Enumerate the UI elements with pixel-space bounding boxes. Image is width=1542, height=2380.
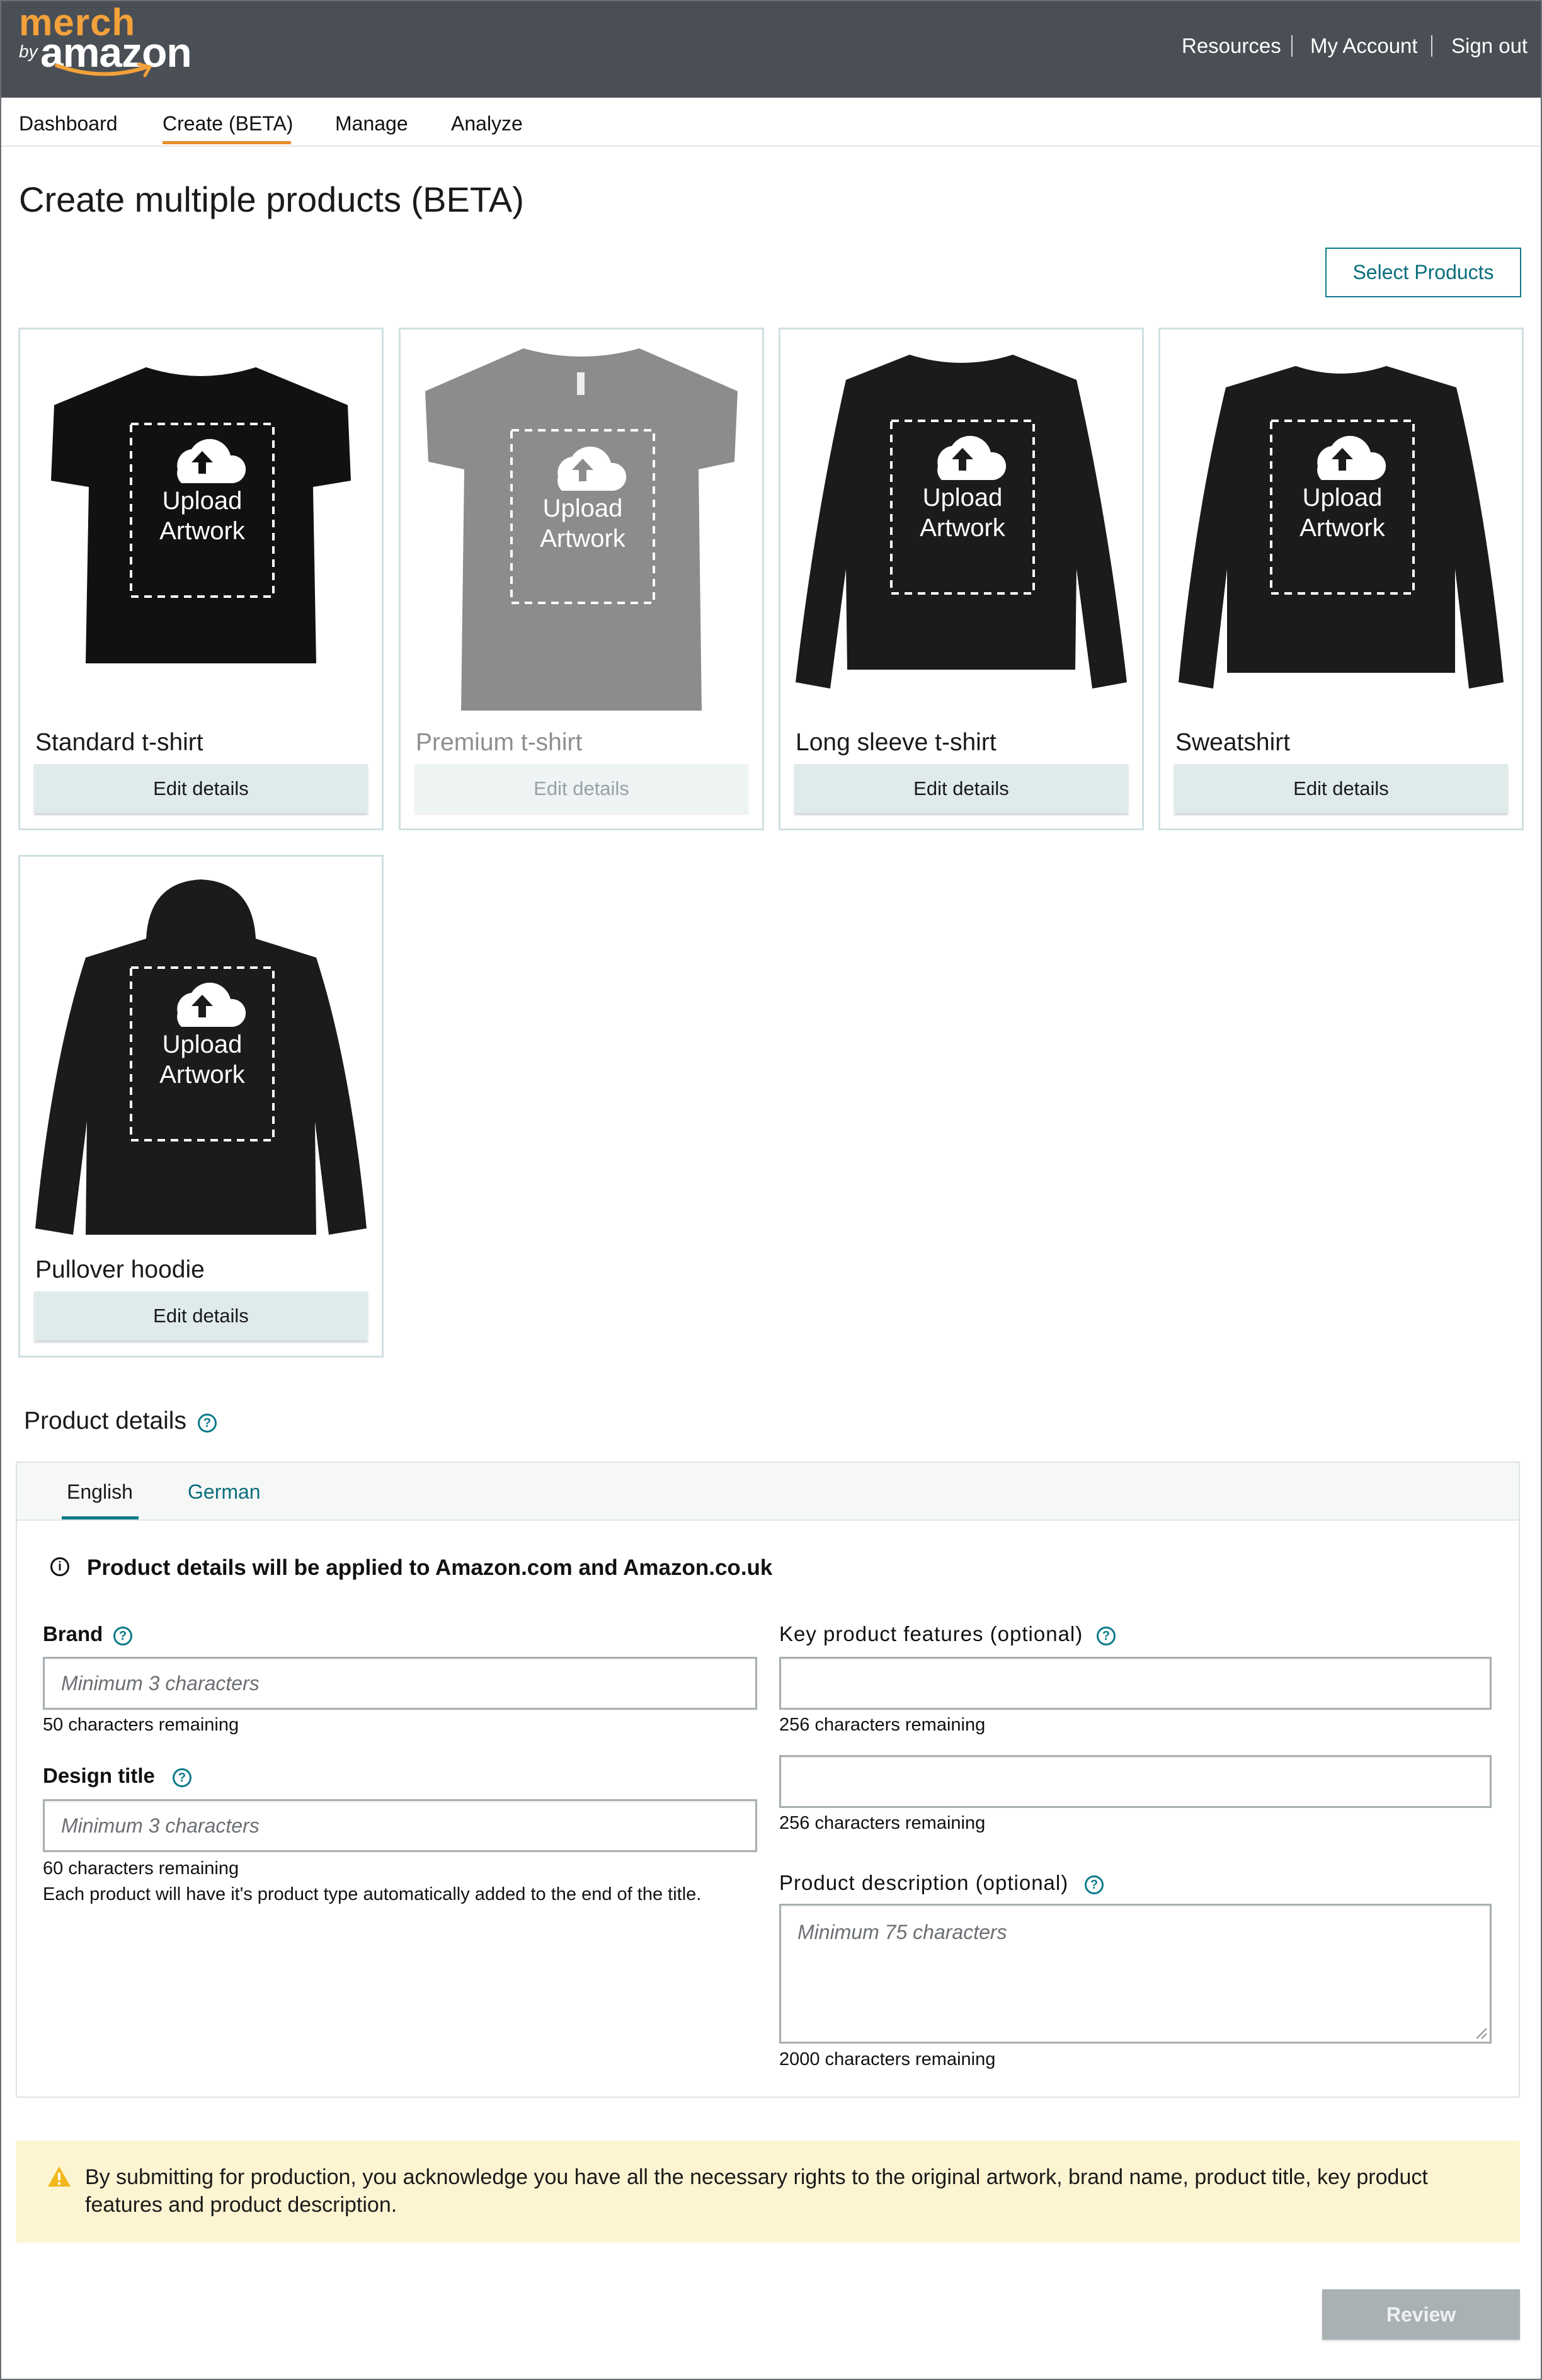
product-card-sweatshirt xyxy=(1158,328,1524,830)
help-icon[interactable]: ? xyxy=(173,1768,191,1787)
product-card-pullover-hoodie xyxy=(18,855,384,1358)
description-hint: 2000 characters remaining xyxy=(779,2049,996,2069)
sign-out-link[interactable]: Sign out xyxy=(1451,34,1528,57)
features-label: Key product features (optional) xyxy=(779,1622,1083,1645)
logo-merch: merch xyxy=(19,1,136,43)
sweatshirt-image xyxy=(1160,329,1522,733)
warning-text: By submitting for production, you acknowledge you have all the necessary rights to the original artwork, brand name, product title, key product features and product description. xyxy=(85,2165,1428,2217)
upload-text-2: Artwork xyxy=(159,1061,245,1089)
info-message: Product details will be applied to Amazon.com and Amazon.co.uk xyxy=(87,1555,773,1580)
brand-label: Brand xyxy=(43,1622,103,1645)
resources-link[interactable]: Resources xyxy=(1182,34,1281,57)
tag-icon xyxy=(577,372,585,395)
feature-1-hint: 256 characters remaining xyxy=(779,1715,986,1735)
my-account-link[interactable]: My Account xyxy=(1310,34,1418,57)
amazon-smile-icon xyxy=(53,62,154,78)
product-name: Premium t-shirt xyxy=(416,729,583,756)
header-separator xyxy=(1431,35,1432,57)
edit-details-button[interactable]: Edit details xyxy=(1174,764,1508,813)
nav-create[interactable]: Create (BETA) xyxy=(163,112,294,135)
product-card-premium-tshirt xyxy=(399,328,764,830)
design-title-note: Each product will have it's product type automatically added to the end of the title. xyxy=(43,1884,702,1904)
help-icon[interactable]: ? xyxy=(1085,1875,1104,1894)
info-icon: i xyxy=(50,1557,69,1576)
upload-text-1: Upload xyxy=(922,484,1003,512)
tab-german[interactable]: German xyxy=(188,1480,261,1503)
edit-details-button[interactable]: Edit details xyxy=(414,764,748,813)
feature-2-input[interactable] xyxy=(779,1755,1492,1808)
header-separator xyxy=(1291,35,1293,57)
product-name: Pullover hoodie xyxy=(35,1256,205,1283)
feature-2-hint: 256 characters remaining xyxy=(779,1813,986,1833)
product-name: Standard t-shirt xyxy=(35,729,203,756)
description-textarea[interactable]: Minimum 75 characters xyxy=(779,1904,1492,2044)
brand-hint: 50 characters remaining xyxy=(43,1715,239,1735)
product-details-heading: Product details xyxy=(24,1407,186,1434)
help-icon[interactable]: ? xyxy=(1097,1627,1116,1645)
edit-details-button[interactable]: Edit details xyxy=(794,764,1128,813)
feature-1-input[interactable] xyxy=(779,1657,1492,1710)
page-title: Create multiple products (BETA) xyxy=(19,180,524,219)
upload-text-2: Artwork xyxy=(540,525,625,552)
product-name: Long sleeve t-shirt xyxy=(796,729,997,756)
upload-text-1: Upload xyxy=(162,487,243,515)
nav-manage[interactable]: Manage xyxy=(335,112,408,135)
tab-english[interactable]: English xyxy=(67,1480,133,1503)
edit-details-button[interactable]: Edit details xyxy=(34,1291,368,1341)
nav-dashboard[interactable]: Dashboard xyxy=(19,112,118,135)
logo-amazon: amazon xyxy=(40,29,191,76)
pullover-hoodie-image xyxy=(20,857,382,1260)
design-title-label: Design title xyxy=(43,1764,155,1787)
logo-by: by xyxy=(19,42,38,61)
product-card-standard-tshirt xyxy=(18,328,384,830)
warning-icon xyxy=(47,2165,72,2188)
upload-text-2: Artwork xyxy=(920,514,1005,542)
standard-tshirt-image xyxy=(20,329,382,733)
upload-text-2: Artwork xyxy=(159,517,245,545)
resize-handle-icon[interactable] xyxy=(1474,2026,1488,2040)
product-name: Sweatshirt xyxy=(1175,729,1291,756)
description-label: Product description (optional) xyxy=(779,1871,1069,1894)
help-icon[interactable]: ? xyxy=(198,1414,217,1433)
edit-details-button[interactable]: Edit details xyxy=(34,764,368,813)
upload-text-1: Upload xyxy=(1302,484,1383,512)
help-icon[interactable]: ? xyxy=(113,1627,132,1645)
design-title-input[interactable]: Minimum 3 characters xyxy=(43,1799,757,1852)
brand-input[interactable]: Minimum 3 characters xyxy=(43,1657,757,1710)
review-button[interactable]: Review xyxy=(1322,2289,1520,2340)
garment-shape xyxy=(51,367,351,663)
design-title-hint: 60 characters remaining xyxy=(43,1858,239,1879)
long-sleeve-image xyxy=(780,329,1142,733)
upload-text-1: Upload xyxy=(542,495,623,522)
upload-text-1: Upload xyxy=(162,1031,243,1058)
premium-tshirt-image xyxy=(401,329,762,733)
tab-active-indicator xyxy=(62,1516,139,1519)
product-card-long-sleeve xyxy=(779,328,1144,830)
upload-text-2: Artwork xyxy=(1299,514,1385,542)
select-products-button[interactable]: Select Products xyxy=(1325,248,1521,297)
nav-active-indicator xyxy=(163,141,291,144)
nav-analyze[interactable]: Analyze xyxy=(451,112,523,135)
